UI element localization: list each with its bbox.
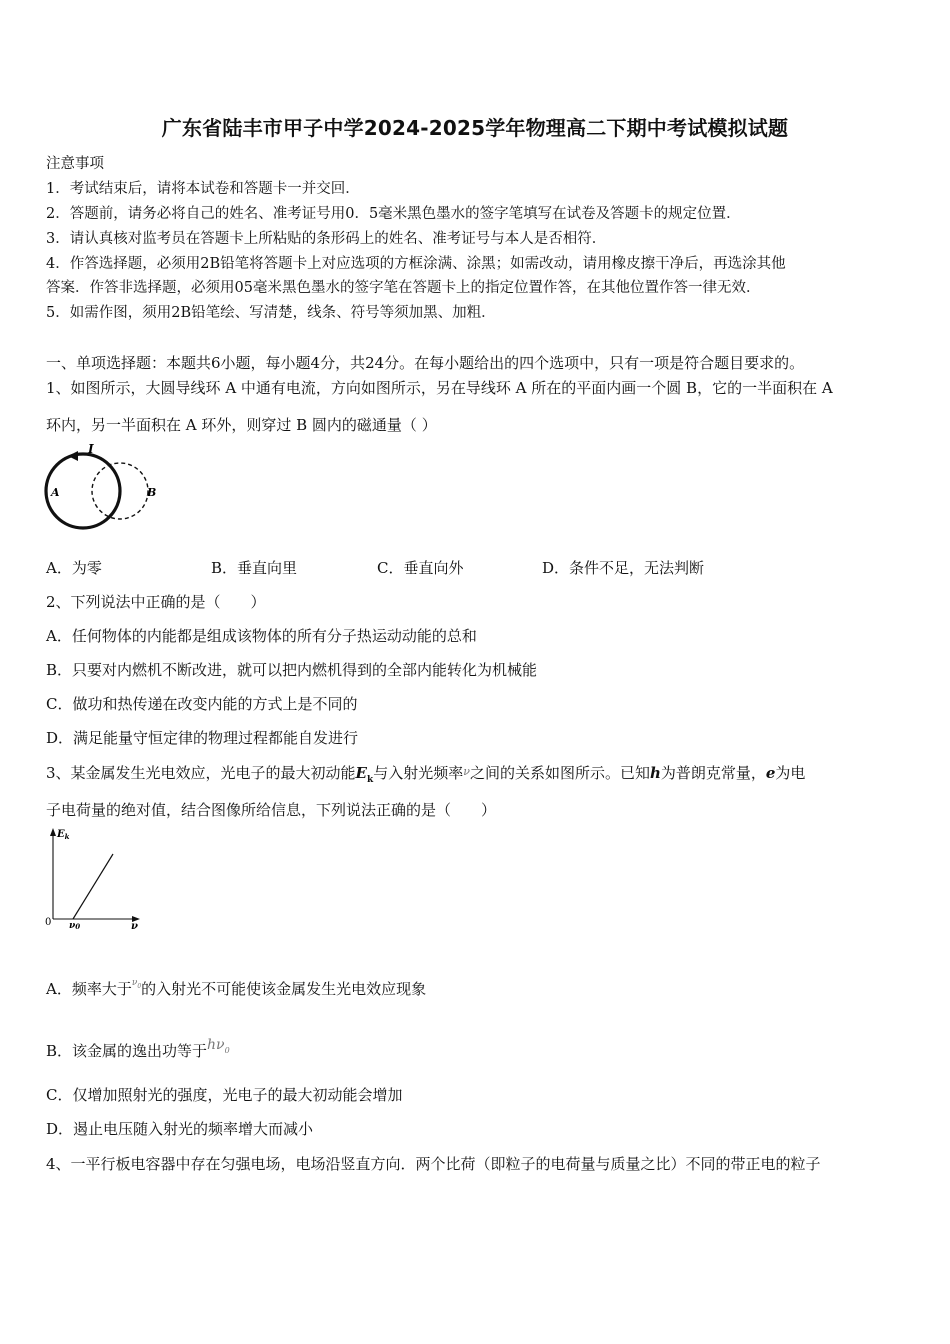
q3-option-d[interactable]: D．遏止电压随入射光的频率增大而减小 — [46, 1120, 314, 1138]
q2-option-c[interactable]: C．做功和热传递在改变内能的方式上是不同的 — [46, 695, 358, 713]
notice-item: 4．作答选择题，必须用2B铅笔将答题卡上对应选项的方框涂满、涂黑；如需改动，请用橡皮擦干净后，再选涂其他 — [46, 256, 786, 272]
q3-text: 之间的关系如图所示。已知 — [469, 764, 650, 782]
q3-text: 为电 — [775, 764, 806, 782]
notice-item: 答案．作答非选择题，必须用05毫米黑色墨水的签字笔在答题卡上的指定位置作答，在其他位置作答一律无效． — [46, 280, 761, 296]
q3-option-b[interactable] — [46, 1037, 230, 1061]
q3-option-a-text: 的入射光不可能使该金属发生光电效应现象 — [141, 980, 427, 998]
nu0-tick-label: ν0 — [69, 921, 81, 931]
current-arrow — [68, 451, 78, 461]
q1-stem-line2: 环内，另一半面积在 A 环外，则穿过 B 圆内的磁通量（ ） — [46, 416, 437, 434]
e-symbol: e — [765, 764, 776, 782]
notice-item: 3．请认真核对监考员在答题卡上所粘贴的条形码上的姓名、准考证号与本人是否相符． — [46, 231, 607, 247]
q3-option-c[interactable]: C．仅增加照射光的强度，光电子的最大初动能会增加 — [46, 1086, 403, 1104]
y-axis-label: $E_k$ — [57, 829, 70, 841]
q3-stem-line2: 子电荷量的绝对值，结合图像所给信息，下列说法正确的是（ ） — [46, 801, 497, 819]
ek-symbol: E — [355, 764, 367, 782]
q2-stem: 2、下列说法中正确的是（ ） — [46, 593, 266, 611]
nu-symbol: ν — [463, 765, 470, 778]
q2-option-b[interactable]: B．只要对内燃机不断改进，就可以把内燃机得到的全部内能转化为机械能 — [46, 661, 538, 679]
q1-figure — [40, 440, 170, 540]
q1-option-c[interactable]: C．垂直向外 — [377, 559, 464, 577]
q2-option-a[interactable]: A．任何物体的内能都是组成该物体的所有分子热运动动能的总和 — [46, 627, 477, 645]
label-b: B — [147, 486, 157, 499]
page-title: 广东省陆丰市甲子中学2024-2025学年物理高二下期中考试模拟试题 — [161, 116, 789, 140]
q2-option-d[interactable]: D．满足能量守恒定律的物理过程都能自发进行 — [46, 729, 359, 747]
q3-option-a[interactable] — [46, 978, 426, 999]
origin-label: 0 — [45, 917, 52, 928]
notice-item: 1．考试结束后，请将本试卷和答题卡一并交回． — [46, 181, 360, 197]
notice-item: 5．如需作图，须用2B铅笔绘、写清楚，线条、符号等须加黑、加粗． — [46, 305, 496, 321]
y-axis-arrow — [50, 828, 56, 836]
x-axis-label: ν — [131, 921, 138, 932]
q3-text: 与入射光频率 — [373, 764, 464, 782]
h-nu0-symbol: $h\nu_0$ — [207, 1037, 230, 1055]
q3-stem-line1 — [46, 762, 805, 785]
nu0-symbol: ν0 — [131, 978, 142, 990]
q1-stem-line1: 1、如图所示，大圆导线环 A 中通有电流，方向如图所示，另在导线环 A 所在的平面内画一个圆 B，它的一半面积在 A — [46, 379, 833, 397]
notice-heading: 注意事项 — [46, 156, 104, 172]
q1-option-a[interactable]: A．为零 — [46, 559, 102, 577]
q3-graph — [44, 826, 154, 936]
ek-line — [73, 854, 113, 919]
q4-stem-line1: 4、一平行板电容器中存在匀强电场，电场沿竖直方向．两个比荷（即粒子的电荷量与质量之比）不同的带正电的粒子 — [46, 1155, 821, 1173]
label-current: I — [88, 442, 94, 456]
q1-option-d[interactable]: D．条件不足，无法判断 — [542, 559, 705, 577]
ek-subscript: k — [366, 775, 374, 785]
notice-item: 2．答题前，请务必将自己的姓名、准考证号用0．5毫米黑色墨水的签字笔填写在试卷及答题卡的规定位置． — [46, 206, 741, 222]
q3-text: 为普朗克常量， — [660, 764, 766, 782]
q1-option-b[interactable]: B．垂直向里 — [211, 559, 298, 577]
q3-option-b-text: B．该金属的逸出功等于 — [46, 1042, 208, 1060]
q3-option-a-text: A．频率大于 — [46, 980, 132, 998]
h-symbol: h — [649, 764, 661, 782]
q3-text: 3、某金属发生光电效应，光电子的最大初动能 — [46, 764, 356, 782]
section-heading: 一、单项选择题：本题共6小题，每小题4分，共24分。在每小题给出的四个选项中，只有一项是符合题目要求的。 — [46, 354, 805, 372]
label-a: A — [51, 486, 60, 499]
